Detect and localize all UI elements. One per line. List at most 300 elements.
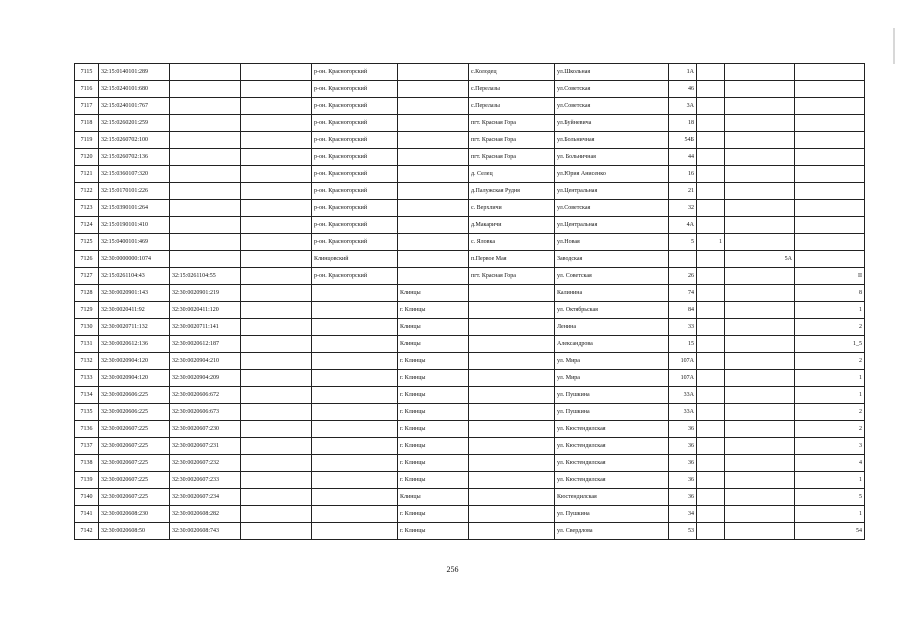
table-cell — [241, 523, 312, 540]
table-cell: 54 — [795, 523, 865, 540]
table-cell — [469, 370, 555, 387]
table-cell — [469, 353, 555, 370]
table-cell: 2 — [795, 319, 865, 336]
table-cell: 15 — [669, 336, 697, 353]
table-cell — [725, 506, 795, 523]
table-cell: ул. Пушкина — [555, 387, 669, 404]
table-cell — [241, 404, 312, 421]
table-cell — [170, 234, 241, 251]
table-cell: Александрова — [555, 336, 669, 353]
table-cell — [697, 64, 725, 81]
table-cell: р-он. Красногорский — [312, 115, 398, 132]
table-cell: 7117 — [75, 98, 99, 115]
table-cell: 32:30:0020904:120 — [99, 370, 170, 387]
table-cell — [469, 523, 555, 540]
table-cell — [725, 353, 795, 370]
table-cell — [795, 149, 865, 166]
table-cell: 1А — [669, 64, 697, 81]
table-cell — [312, 455, 398, 472]
table-cell: г. Клинцы — [398, 387, 469, 404]
table-cell: 7119 — [75, 132, 99, 149]
table-row — [75, 302, 865, 319]
table-cell: пгт. Красная Гора — [469, 115, 555, 132]
table-cell: 32:15:0360107:320 — [99, 166, 170, 183]
table-cell — [795, 200, 865, 217]
table-cell — [241, 251, 312, 268]
table-cell: 32:30:0020608:50 — [99, 523, 170, 540]
table-cell: 32:30:0020607:225 — [99, 455, 170, 472]
table-cell: 32:30:0020606:673 — [170, 404, 241, 421]
table-cell: 107А — [669, 370, 697, 387]
table-cell — [469, 302, 555, 319]
table-cell — [697, 370, 725, 387]
table-cell: 32:30:0020901:143 — [99, 285, 170, 302]
table-cell: с.Перелазы — [469, 81, 555, 98]
table-cell: 32:30:0020711:141 — [170, 319, 241, 336]
table-cell — [241, 183, 312, 200]
table-cell — [469, 438, 555, 455]
table-cell — [398, 217, 469, 234]
table-cell — [312, 472, 398, 489]
table-cell — [170, 166, 241, 183]
table-cell — [697, 404, 725, 421]
table-cell: р-он. Красногорский — [312, 183, 398, 200]
table-cell: г. Клинцы — [398, 353, 469, 370]
register-table-body — [75, 64, 865, 540]
table-cell: ул.Центральная — [555, 217, 669, 234]
table-cell: 36 — [669, 489, 697, 506]
table-cell: 7126 — [75, 251, 99, 268]
table-cell: ул.Советская — [555, 81, 669, 98]
table-cell — [725, 387, 795, 404]
table-cell: ул. Кюстендилская — [555, 455, 669, 472]
table-cell — [725, 370, 795, 387]
table-cell: 7118 — [75, 115, 99, 132]
table-cell: пгт. Красная Гора — [469, 149, 555, 166]
table-cell: 32:15:0240101:680 — [99, 81, 170, 98]
table-cell: р-он. Красногорский — [312, 166, 398, 183]
table-cell: 32:30:0020411:92 — [99, 302, 170, 319]
table-cell — [725, 64, 795, 81]
table-cell — [398, 132, 469, 149]
table-cell — [312, 370, 398, 387]
table-cell — [241, 455, 312, 472]
table-cell: р-он. Красногорский — [312, 149, 398, 166]
table-cell: ул. Пушкина — [555, 506, 669, 523]
table-cell: 1 — [795, 302, 865, 319]
table-row — [75, 336, 865, 353]
table-cell: 32:30:0020608:743 — [170, 523, 241, 540]
table-cell — [469, 489, 555, 506]
table-cell — [312, 336, 398, 353]
table-cell: ул. Мира — [555, 370, 669, 387]
table-cell: р-он. Красногорский — [312, 234, 398, 251]
table-cell: 32:30:0020607:232 — [170, 455, 241, 472]
table-row — [75, 217, 865, 234]
table-cell: ул. Октябрьская — [555, 302, 669, 319]
table-cell — [795, 166, 865, 183]
table-cell: 1 — [795, 387, 865, 404]
table-cell — [725, 166, 795, 183]
table-cell — [170, 98, 241, 115]
table-cell — [697, 98, 725, 115]
table-cell: г. Клинцы — [398, 370, 469, 387]
table-cell — [241, 64, 312, 81]
table-cell: 7141 — [75, 506, 99, 523]
table-cell — [697, 489, 725, 506]
table-cell: г. Клинцы — [398, 472, 469, 489]
table-cell: 32:30:0020411:120 — [170, 302, 241, 319]
table-cell: 7136 — [75, 421, 99, 438]
table-row — [75, 506, 865, 523]
table-cell — [697, 472, 725, 489]
table-cell: ул. Больничная — [555, 149, 669, 166]
table-cell — [398, 149, 469, 166]
table-cell — [170, 251, 241, 268]
table-row — [75, 319, 865, 336]
table-cell: 7140 — [75, 489, 99, 506]
table-cell — [725, 115, 795, 132]
table-cell — [697, 319, 725, 336]
table-cell: 84 — [669, 302, 697, 319]
table-cell — [795, 115, 865, 132]
table-cell: г. Клинцы — [398, 302, 469, 319]
table-cell: 32:30:0020608:282 — [170, 506, 241, 523]
table-cell: 32:30:0020607:231 — [170, 438, 241, 455]
table-cell: 7120 — [75, 149, 99, 166]
table-cell — [469, 285, 555, 302]
table-cell — [795, 98, 865, 115]
table-cell: 5 — [669, 234, 697, 251]
table-cell — [725, 217, 795, 234]
table-cell — [312, 506, 398, 523]
table-cell: 32:30:0020904:210 — [170, 353, 241, 370]
table-cell: 36 — [669, 472, 697, 489]
table-cell: 32:30:0020607:225 — [99, 438, 170, 455]
table-cell — [795, 217, 865, 234]
table-cell: ул. Советская — [555, 268, 669, 285]
table-cell — [725, 183, 795, 200]
table-cell — [312, 302, 398, 319]
table-cell — [725, 98, 795, 115]
table-cell: ул.Центральная — [555, 183, 669, 200]
table-cell: 7137 — [75, 438, 99, 455]
table-row — [75, 115, 865, 132]
table-row — [75, 387, 865, 404]
table-cell: ул.Новая — [555, 234, 669, 251]
table-cell: II — [795, 268, 865, 285]
table-cell: 32:30:0020901:219 — [170, 285, 241, 302]
table-cell — [697, 183, 725, 200]
table-cell: 1_5 — [795, 336, 865, 353]
table-cell — [725, 302, 795, 319]
table-cell: 32:30:0020606:225 — [99, 387, 170, 404]
table-cell: 32:15:0140101:289 — [99, 64, 170, 81]
table-cell: 2 — [795, 421, 865, 438]
table-cell: 32:30:0020904:209 — [170, 370, 241, 387]
table-cell: 7142 — [75, 523, 99, 540]
table-cell — [697, 302, 725, 319]
table-cell — [398, 200, 469, 217]
table-cell: 32:15:0261104:55 — [170, 268, 241, 285]
table-cell — [241, 217, 312, 234]
table-row — [75, 472, 865, 489]
table-cell: с. Верхличи — [469, 200, 555, 217]
table-cell — [241, 421, 312, 438]
table-cell: 7132 — [75, 353, 99, 370]
table-cell: 32:15:0260201:259 — [99, 115, 170, 132]
table-cell: 32:15:0390101:264 — [99, 200, 170, 217]
table-cell: 32 — [669, 200, 697, 217]
table-cell: 32:15:0260702:100 — [99, 132, 170, 149]
table-cell — [469, 421, 555, 438]
table-cell: р-он. Красногорский — [312, 217, 398, 234]
table-cell: 54Б — [669, 132, 697, 149]
table-cell: 1 — [697, 234, 725, 251]
table-cell: 7130 — [75, 319, 99, 336]
table-cell — [469, 387, 555, 404]
table-cell: г. Клинцы — [398, 421, 469, 438]
table-cell: 33А — [669, 404, 697, 421]
table-cell: 46 — [669, 81, 697, 98]
table-cell: р-он. Красногорский — [312, 64, 398, 81]
table-row — [75, 149, 865, 166]
table-row — [75, 81, 865, 98]
table-cell — [398, 251, 469, 268]
table-cell: 5А — [725, 251, 795, 268]
table-cell: 32:30:0020711:132 — [99, 319, 170, 336]
table-cell — [725, 404, 795, 421]
table-cell — [697, 115, 725, 132]
table-cell — [312, 285, 398, 302]
table-cell: 32:30:0020904:120 — [99, 353, 170, 370]
table-cell: 4 — [795, 455, 865, 472]
table-cell: 32:30:0020607:233 — [170, 472, 241, 489]
table-cell: 2 — [795, 353, 865, 370]
table-cell — [697, 149, 725, 166]
table-cell: Клинцы — [398, 319, 469, 336]
table-cell — [725, 132, 795, 149]
table-cell — [241, 285, 312, 302]
table-cell: пгт. Красная Гора — [469, 268, 555, 285]
table-cell — [725, 438, 795, 455]
table-cell — [469, 455, 555, 472]
table-cell — [697, 455, 725, 472]
table-cell — [725, 234, 795, 251]
table-cell: 26 — [669, 268, 697, 285]
table-cell: Клинцы — [398, 285, 469, 302]
table-cell — [241, 115, 312, 132]
table-cell: 7131 — [75, 336, 99, 353]
table-cell: г. Клинцы — [398, 506, 469, 523]
table-row — [75, 523, 865, 540]
table-cell — [697, 387, 725, 404]
table-cell — [312, 438, 398, 455]
table-cell — [312, 404, 398, 421]
table-cell — [725, 472, 795, 489]
table-cell: 7127 — [75, 268, 99, 285]
table-cell — [795, 234, 865, 251]
table-cell: 32:30:0020607:225 — [99, 489, 170, 506]
table-cell — [241, 319, 312, 336]
table-cell — [241, 472, 312, 489]
table-cell — [469, 336, 555, 353]
table-row — [75, 234, 865, 251]
table-cell: 32:15:0240101:767 — [99, 98, 170, 115]
table-cell: Заводская — [555, 251, 669, 268]
scan-edge-mark — [893, 28, 895, 64]
table-cell — [170, 132, 241, 149]
table-cell — [170, 64, 241, 81]
table-cell: ул. Свердлова — [555, 523, 669, 540]
table-cell: Калинина — [555, 285, 669, 302]
table-cell: 36 — [669, 455, 697, 472]
table-cell: 7128 — [75, 285, 99, 302]
table-cell: 32:30:0020607:230 — [170, 421, 241, 438]
table-cell — [697, 523, 725, 540]
table-cell: 32:30:0020607:225 — [99, 472, 170, 489]
table-cell — [469, 506, 555, 523]
table-cell — [725, 336, 795, 353]
table-row — [75, 98, 865, 115]
table-cell — [241, 506, 312, 523]
table-cell: 7116 — [75, 81, 99, 98]
table-cell: 8 — [795, 285, 865, 302]
table-cell: 3А — [669, 98, 697, 115]
table-cell — [241, 489, 312, 506]
table-cell — [241, 353, 312, 370]
table-cell — [170, 183, 241, 200]
table-cell — [170, 115, 241, 132]
table-cell: с.Перелазы — [469, 98, 555, 115]
table-cell: г. Клинцы — [398, 523, 469, 540]
table-row — [75, 489, 865, 506]
table-cell: Кюстендилская — [555, 489, 669, 506]
table-cell — [697, 132, 725, 149]
table-cell — [669, 251, 697, 268]
table-cell: г. Клинцы — [398, 404, 469, 421]
table-cell: 7133 — [75, 370, 99, 387]
table-cell — [697, 353, 725, 370]
table-cell: пгт. Красная Гора — [469, 132, 555, 149]
table-cell: 1 — [795, 506, 865, 523]
table-cell: 32:30:0020607:225 — [99, 421, 170, 438]
table-cell — [241, 200, 312, 217]
table-cell — [725, 319, 795, 336]
table-row — [75, 132, 865, 149]
table-cell: ул.Школьная — [555, 64, 669, 81]
table-cell — [795, 81, 865, 98]
table-cell: Ленина — [555, 319, 669, 336]
table-cell — [241, 302, 312, 319]
table-cell: 32:30:0020612:136 — [99, 336, 170, 353]
table-cell: 7122 — [75, 183, 99, 200]
table-cell: 32:30:0020612:187 — [170, 336, 241, 353]
table-cell: Клинцы — [398, 336, 469, 353]
table-cell: 53 — [669, 523, 697, 540]
table-cell — [725, 81, 795, 98]
table-row — [75, 421, 865, 438]
table-cell: 32:30:0020606:225 — [99, 404, 170, 421]
table-row — [75, 438, 865, 455]
table-cell: д. Селец — [469, 166, 555, 183]
table-row — [75, 251, 865, 268]
table-cell — [312, 387, 398, 404]
table-cell — [697, 217, 725, 234]
table-cell: с.Колодец — [469, 64, 555, 81]
table-cell: 32:15:0260702:136 — [99, 149, 170, 166]
table-cell: ул.Буйневича — [555, 115, 669, 132]
table-cell — [725, 200, 795, 217]
table-cell: ул. Мира — [555, 353, 669, 370]
table-cell: ул. Кюстендилская — [555, 472, 669, 489]
table-cell: 21 — [669, 183, 697, 200]
table-cell — [241, 387, 312, 404]
table-cell: 5 — [795, 489, 865, 506]
table-cell: 32:15:0170101:226 — [99, 183, 170, 200]
table-cell: 32:15:0261104:43 — [99, 268, 170, 285]
table-row — [75, 285, 865, 302]
table-cell — [697, 285, 725, 302]
table-cell — [697, 336, 725, 353]
table-cell: 7135 — [75, 404, 99, 421]
table-cell: г. Клинцы — [398, 455, 469, 472]
table-cell — [241, 98, 312, 115]
table-cell — [398, 268, 469, 285]
table-cell: 32:30:0020606:672 — [170, 387, 241, 404]
table-cell — [697, 506, 725, 523]
table-cell — [469, 319, 555, 336]
table-row — [75, 64, 865, 81]
table-cell: 1 — [795, 370, 865, 387]
table-cell — [725, 268, 795, 285]
table-cell: с. Яловка — [469, 234, 555, 251]
table-row — [75, 404, 865, 421]
table-cell — [697, 421, 725, 438]
table-cell — [725, 149, 795, 166]
table-row — [75, 183, 865, 200]
table-cell — [725, 421, 795, 438]
table-row — [75, 200, 865, 217]
table-cell — [241, 81, 312, 98]
table-cell — [398, 64, 469, 81]
table-cell — [725, 285, 795, 302]
table-cell — [725, 455, 795, 472]
table-cell: 7121 — [75, 166, 99, 183]
table-cell: 7138 — [75, 455, 99, 472]
table-cell: 32:30:0020608:230 — [99, 506, 170, 523]
page-number: 256 — [446, 565, 459, 574]
table-cell: 3 — [795, 438, 865, 455]
table-cell — [170, 217, 241, 234]
table-cell — [469, 472, 555, 489]
table-cell — [241, 234, 312, 251]
table-cell — [697, 166, 725, 183]
table-cell: 32:30:0020607:234 — [170, 489, 241, 506]
table-cell — [795, 183, 865, 200]
table-cell: 74 — [669, 285, 697, 302]
table-cell — [697, 81, 725, 98]
table-cell — [241, 166, 312, 183]
table-row — [75, 370, 865, 387]
table-cell — [398, 166, 469, 183]
table-cell: ул. Пушкина — [555, 404, 669, 421]
table-cell — [170, 200, 241, 217]
table-cell — [170, 81, 241, 98]
table-cell: 7123 — [75, 200, 99, 217]
table-cell: 32:15:0400101:469 — [99, 234, 170, 251]
table-cell — [398, 115, 469, 132]
